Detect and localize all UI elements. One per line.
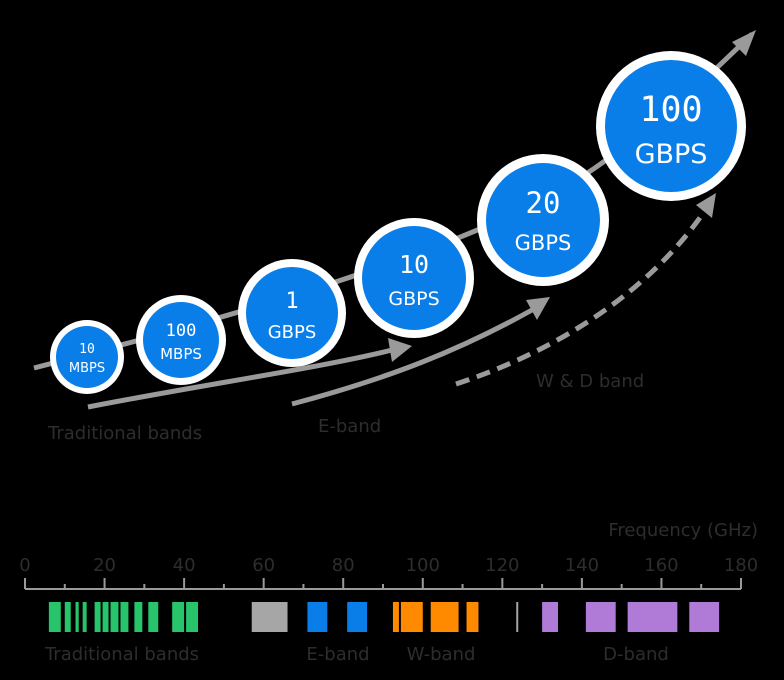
bubble-value: 100 bbox=[639, 90, 703, 130]
spectrum-block-w-band bbox=[431, 602, 459, 632]
spectrum-block-w-band bbox=[393, 602, 399, 632]
bubble-100-gbps bbox=[596, 51, 746, 201]
wd-band-arrowhead bbox=[696, 193, 716, 218]
spectrum-block-traditional bbox=[65, 602, 71, 632]
traditional-bands-arrowhead bbox=[388, 338, 412, 362]
spectrum-block-traditional bbox=[172, 602, 184, 632]
spectrum-block-traditional bbox=[95, 602, 101, 632]
tick-label: 140 bbox=[564, 555, 600, 576]
spectrum-block-traditional bbox=[103, 602, 109, 632]
tick-label: 20 bbox=[93, 555, 117, 576]
tick-label: 160 bbox=[644, 555, 679, 576]
bubble-value: 100 bbox=[165, 321, 197, 341]
bubble-10-mbps bbox=[50, 320, 124, 394]
traditional-bands-arrow bbox=[88, 350, 392, 407]
wd-band-arrow-label: W & D band bbox=[536, 371, 645, 392]
spectrum-block-traditional bbox=[186, 602, 198, 632]
spectrum-block-w-band bbox=[467, 602, 479, 632]
spectrum-block-gap bbox=[252, 602, 288, 632]
bubble-value: 20 bbox=[525, 186, 561, 220]
bubble-value: 10 bbox=[398, 250, 430, 279]
bubble-100-mbps bbox=[136, 295, 226, 385]
tick-labels bbox=[19, 555, 758, 576]
tick-label: 120 bbox=[485, 555, 520, 576]
tick-label: 60 bbox=[252, 555, 276, 576]
spectrum-block-gap bbox=[516, 602, 518, 632]
spectrum-block-traditional bbox=[111, 602, 119, 632]
spectrum-block-traditional bbox=[76, 602, 79, 632]
spectrum-block-traditional bbox=[49, 602, 61, 632]
bubble-unit: MBPS bbox=[68, 361, 106, 376]
e-band-label: E-band bbox=[306, 644, 370, 665]
tick-marks bbox=[25, 578, 741, 589]
spectrum-block-traditional bbox=[148, 602, 158, 632]
spectrum-block-w-band bbox=[401, 602, 423, 632]
bubble-value: 10 bbox=[79, 342, 95, 357]
tick-label: 40 bbox=[172, 555, 196, 576]
frequency-axis bbox=[19, 520, 758, 589]
w-band-label: W-band bbox=[406, 644, 476, 665]
spectrum-block-d-band bbox=[628, 602, 678, 632]
spectrum-block-e-band bbox=[307, 602, 327, 632]
spectrum-block-d-band bbox=[542, 602, 558, 632]
spectrum-block-e-band bbox=[347, 602, 367, 632]
traditional-bands-arrow-label: Traditional bands bbox=[48, 423, 203, 444]
bubble-10-gbps bbox=[354, 218, 474, 338]
bubble-unit: MBPS bbox=[160, 345, 202, 363]
d-band-label: D-band bbox=[603, 644, 669, 665]
e-band-arrow-label: E-band bbox=[318, 416, 382, 437]
bubble-value: 1 bbox=[285, 289, 299, 314]
bubble-unit: GBPS bbox=[634, 139, 708, 170]
spectrum-block-traditional bbox=[134, 602, 142, 632]
tick-label: 0 bbox=[19, 555, 31, 576]
bubble-20-gbps bbox=[477, 154, 609, 286]
spectrum-block-traditional bbox=[83, 602, 87, 632]
tick-label: 100 bbox=[405, 555, 440, 576]
spectrum-block-d-band bbox=[586, 602, 616, 632]
tick-label: 80 bbox=[331, 555, 355, 576]
bubble-unit: GBPS bbox=[388, 288, 440, 310]
bubble-1-gbps bbox=[238, 259, 346, 367]
spectrum-block-traditional bbox=[120, 602, 128, 632]
tick-label: 180 bbox=[723, 555, 759, 576]
bubble-unit: GBPS bbox=[267, 322, 317, 343]
spectrum-block-d-band bbox=[689, 602, 719, 632]
spectrum-blocks bbox=[49, 602, 719, 632]
bubble-unit: GBPS bbox=[514, 231, 572, 255]
axis-title: Frequency (GHz) bbox=[608, 520, 758, 541]
traditional-bands-label: Traditional bands bbox=[44, 644, 200, 665]
